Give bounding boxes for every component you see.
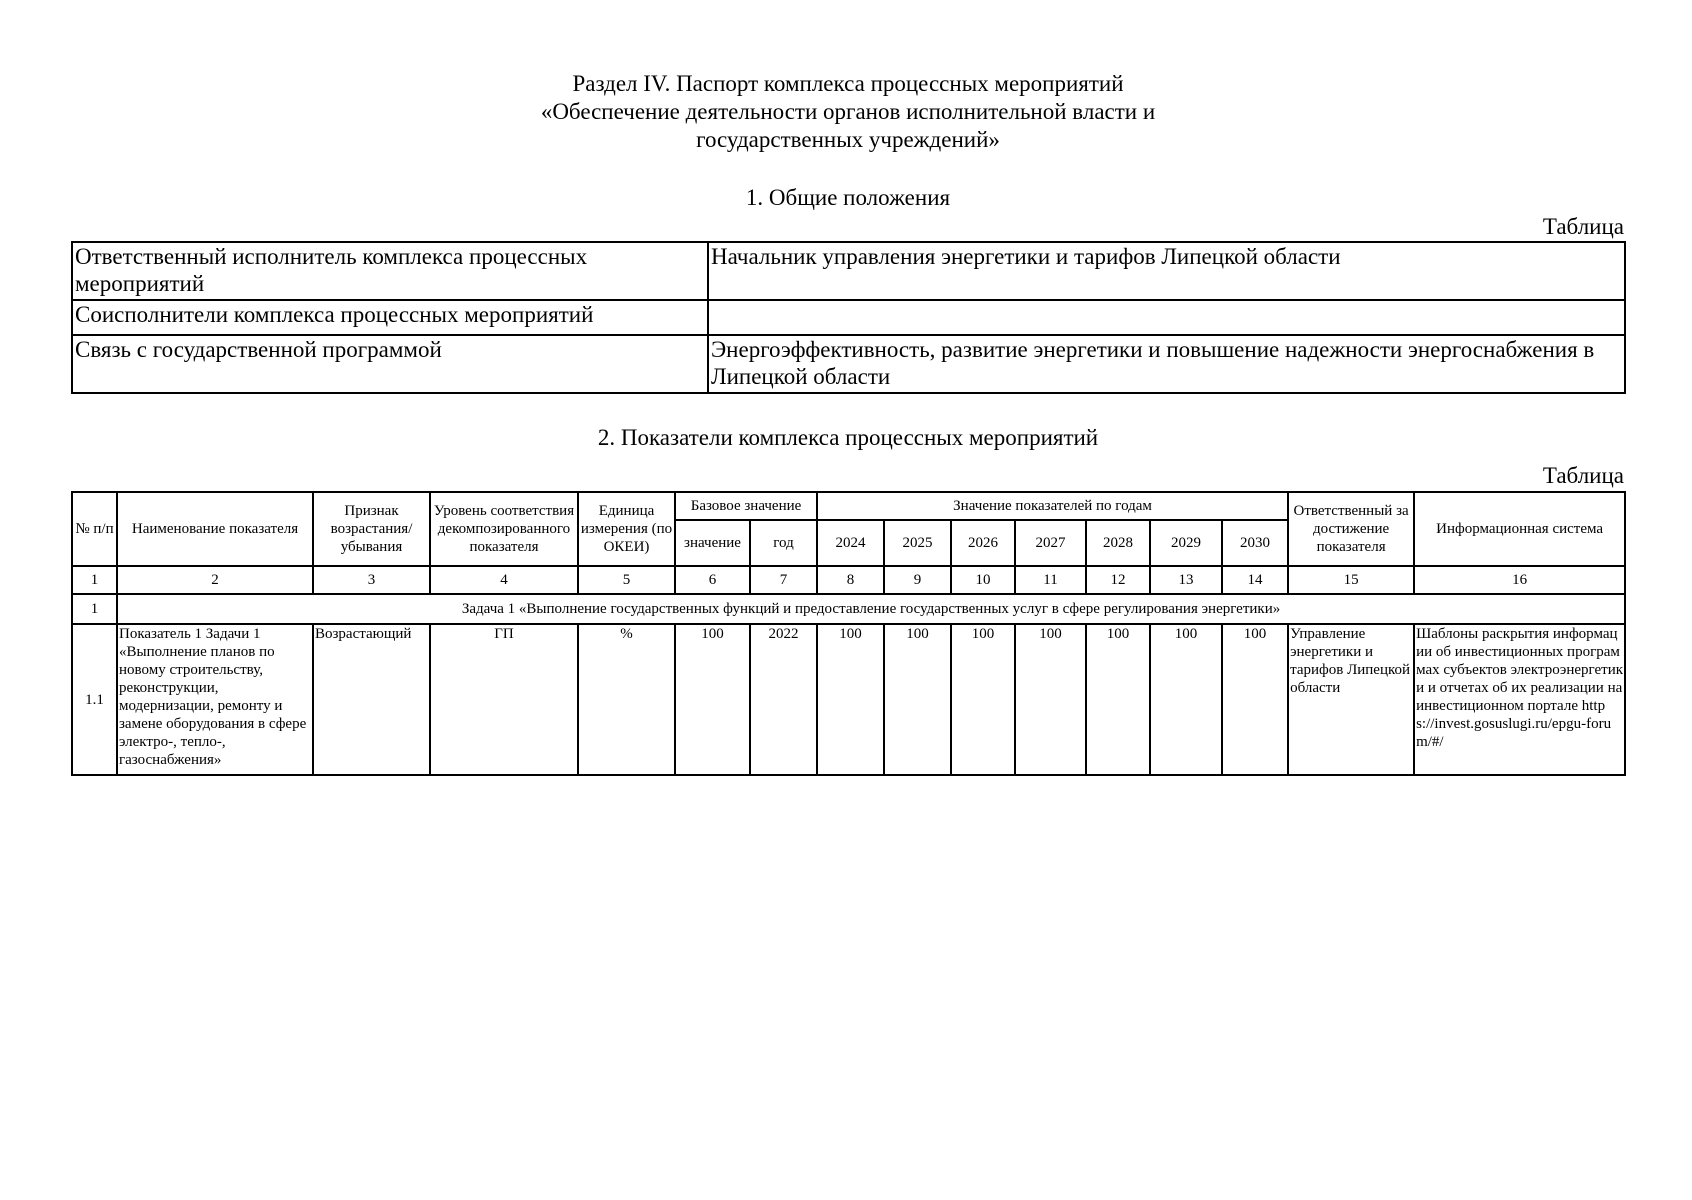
indicators-table: [71, 491, 1626, 776]
general-label: Ответственный исполнитель комплекса процессных мероприятий: [72, 242, 708, 300]
general-value: [708, 300, 1625, 335]
general-provisions-table: [71, 241, 1626, 394]
header-years-group: Значение показателей по годам: [817, 492, 1288, 520]
general-label: Соисполнители комплекса процессных мероприятий: [72, 300, 708, 335]
title-line-1: Раздел IV. Паспорт комплекса процессных мероприятий: [572, 71, 1124, 96]
row-responsible: Управление энергетики и тарифов Липецкой области: [1288, 624, 1414, 775]
header-year: 2029: [1150, 520, 1222, 566]
task-title: Задача 1 «Выполнение государственных функций и предоставление государственных услуг в сфере регулирования энергетики»: [117, 594, 1625, 624]
column-number: 6: [675, 566, 750, 594]
header-responsible: Ответственный за достижение показателя: [1288, 492, 1414, 566]
header-name: Наименование показателя: [117, 492, 313, 566]
header-num: № п/п: [72, 492, 117, 566]
header-base: Базовое значение: [675, 492, 817, 520]
column-numbers-row: [72, 566, 1625, 594]
column-number: 10: [951, 566, 1015, 594]
header-level: Уровень соответствия декомпозированного показателя: [430, 492, 578, 566]
header-base-value: значение: [675, 520, 750, 566]
header-year: 2025: [884, 520, 951, 566]
header-trend: Признак возрастания/ убывания: [313, 492, 430, 566]
general-row: [72, 335, 1625, 393]
row-year-value: 100: [1150, 624, 1222, 775]
row-level: ГП: [430, 624, 578, 775]
row-trend: Возрастающий: [313, 624, 430, 775]
column-number: 14: [1222, 566, 1288, 594]
column-number: 3: [313, 566, 430, 594]
section-1-heading: 1. Общие положения: [745, 185, 951, 210]
column-number: 15: [1288, 566, 1414, 594]
column-number: 13: [1150, 566, 1222, 594]
header-year: 2028: [1086, 520, 1150, 566]
header-year: 2027: [1015, 520, 1086, 566]
title-line-2: «Обеспечение деятельности органов исполнительной власти и: [540, 99, 1156, 124]
row-year-value: 100: [1222, 624, 1288, 775]
row-unit: %: [578, 624, 675, 775]
column-number: 5: [578, 566, 675, 594]
column-number: 9: [884, 566, 951, 594]
row-year-value: 100: [951, 624, 1015, 775]
header-year: 2026: [951, 520, 1015, 566]
column-number: 12: [1086, 566, 1150, 594]
header-unit: Единица измерения (по ОКЕИ): [578, 492, 675, 566]
table-row: [72, 624, 1625, 775]
general-value: Энергоэффективность, развитие энергетики и повышение надежности энергоснабжения в Липецкой области: [708, 335, 1625, 393]
column-number: 7: [750, 566, 817, 594]
section-1-table-caption: Таблица: [1542, 214, 1624, 239]
column-number: 4: [430, 566, 578, 594]
general-row: [72, 300, 1625, 335]
row-year-value: 100: [884, 624, 951, 775]
row-info-system: Шаблоны раскрытия информации об инвестиционных программах субъектов электроэнергетики и отчетах об их реализации на инвестиционном портале https://invest.gosuslugi.ru/epgu-forum/#/: [1414, 624, 1625, 775]
task-row: [72, 594, 1625, 624]
general-label: Связь с государственной программой: [72, 335, 708, 393]
row-indicator-name: Показатель 1 Задачи 1 «Выполнение планов по новому строительству, реконструкции, модернизации, ремонту и замене оборудования в сфере электро-, тепло-, газоснабжения»: [117, 624, 313, 775]
row-base-value: 100: [675, 624, 750, 775]
header-year: 2024: [817, 520, 884, 566]
column-number: 1: [72, 566, 117, 594]
section-2-heading: 2. Показатели комплекса процессных мероприятий: [597, 425, 1099, 450]
header-year: 2030: [1222, 520, 1288, 566]
general-row: [72, 242, 1625, 300]
column-number: 16: [1414, 566, 1625, 594]
header-base-year: год: [750, 520, 817, 566]
title-line-3: государственных учреждений»: [696, 127, 1000, 152]
row-base-year: 2022: [750, 624, 817, 775]
row-year-value: 100: [817, 624, 884, 775]
row-num: 1.1: [72, 624, 117, 775]
general-value: Начальник управления энергетики и тарифов Липецкой области: [708, 242, 1625, 300]
section-2-table-caption: Таблица: [1542, 463, 1624, 488]
column-number: 8: [817, 566, 884, 594]
row-year-value: 100: [1086, 624, 1150, 775]
document-title: [72, 70, 1624, 154]
task-num: 1: [72, 594, 117, 624]
header-row-1: [72, 492, 1625, 520]
column-number: 2: [117, 566, 313, 594]
row-year-value: 100: [1015, 624, 1086, 775]
header-info-system: Информационная система: [1414, 492, 1625, 566]
column-number: 11: [1015, 566, 1086, 594]
